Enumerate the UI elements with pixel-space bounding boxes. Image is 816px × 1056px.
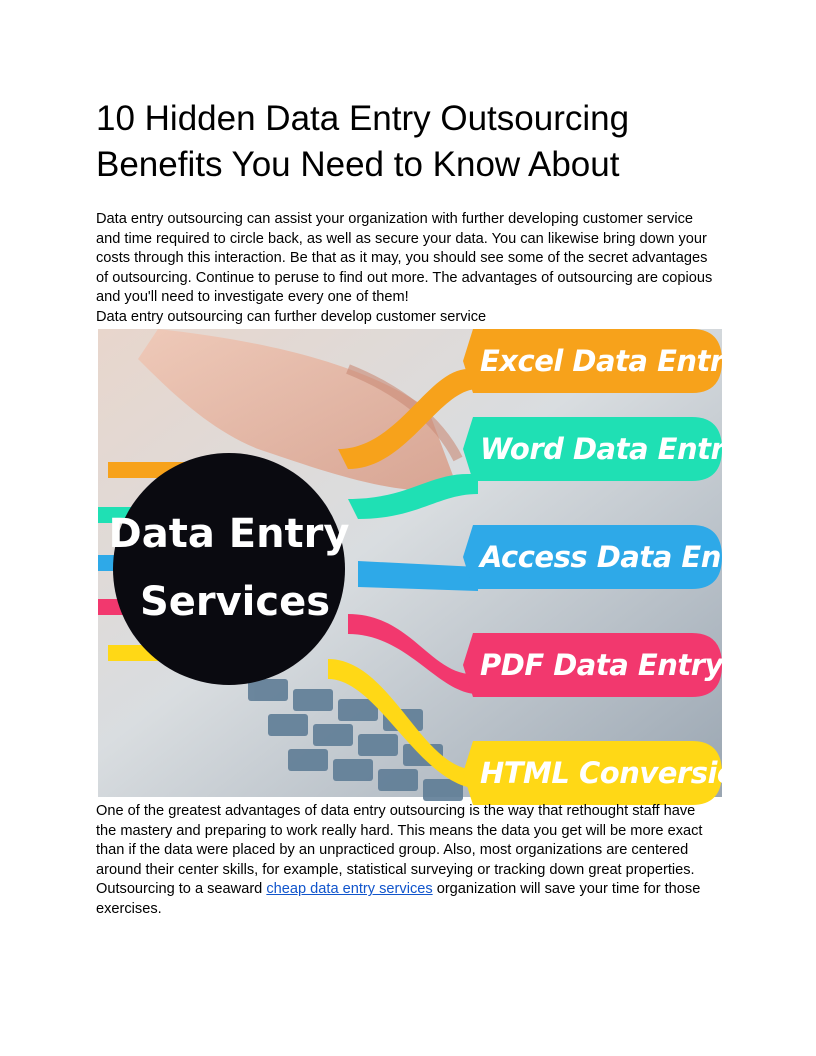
closing-line: exercises. (96, 900, 162, 917)
circle-line-2: Services (139, 579, 331, 625)
body-line: the mastery and preparing to work really hard. This means the data you get will be more exact (96, 822, 703, 839)
title-line-1: 10 Hidden Data Entry Outsourcing (96, 99, 630, 138)
body-line-with-link (96, 880, 726, 900)
circle-line-1: Data Entry (108, 511, 350, 557)
banner-3 (463, 525, 768, 589)
body-line: One of the greatest advantages of data entry outsourcing is the way that rethought staff have (96, 803, 696, 819)
banner-label: HTML Conversion (480, 756, 757, 790)
page-title (96, 96, 736, 188)
banner-1 (463, 329, 744, 393)
banner-label: Excel Data Entry (480, 344, 743, 378)
link-lead-text: Outsourcing to a seaward (96, 881, 267, 898)
intro-line: and time required to circle back, as well as secure your data. You can likewise bring down your (96, 230, 707, 247)
link-trail-text: organization will save your time for those (432, 881, 701, 898)
body-line: than if the data were placed by an unpracticed group. Also, most organizations are centered (96, 842, 689, 859)
intro-line: Data entry outsourcing can assist your organization with further developing customer service (96, 211, 694, 227)
data-entry-services-image (98, 329, 767, 797)
cheap-data-entry-services-link[interactable]: cheap data entry services (266, 881, 433, 898)
banner-5 (463, 741, 756, 805)
banner-4 (463, 633, 725, 697)
intro-paragraph (96, 210, 726, 328)
intro-line: and you'll need to investigate every one of them! (96, 289, 409, 306)
infographic (98, 329, 767, 797)
intro-line: costs through this interaction. Be that as it may, you should see some of the secret advantages (96, 250, 708, 267)
intro-line: of outsourcing. Continue to peruse to find out more. The advantages of outsourcing are copious (96, 269, 713, 286)
banner-label: Access Data Entry (480, 540, 767, 574)
body-paragraph (96, 802, 726, 920)
services-circle (113, 453, 345, 685)
banner-2 (463, 417, 744, 481)
title-line-2: Benefits You Need to Know About (96, 145, 620, 184)
subheading: Data entry outsourcing can further develop customer service (96, 308, 487, 325)
banner-label: PDF Data Entry (480, 648, 723, 682)
body-line: around their center skills, for example, statistical surveying or tracking down great properties. (96, 861, 695, 878)
banner-label: Word Data Entry (480, 432, 743, 466)
